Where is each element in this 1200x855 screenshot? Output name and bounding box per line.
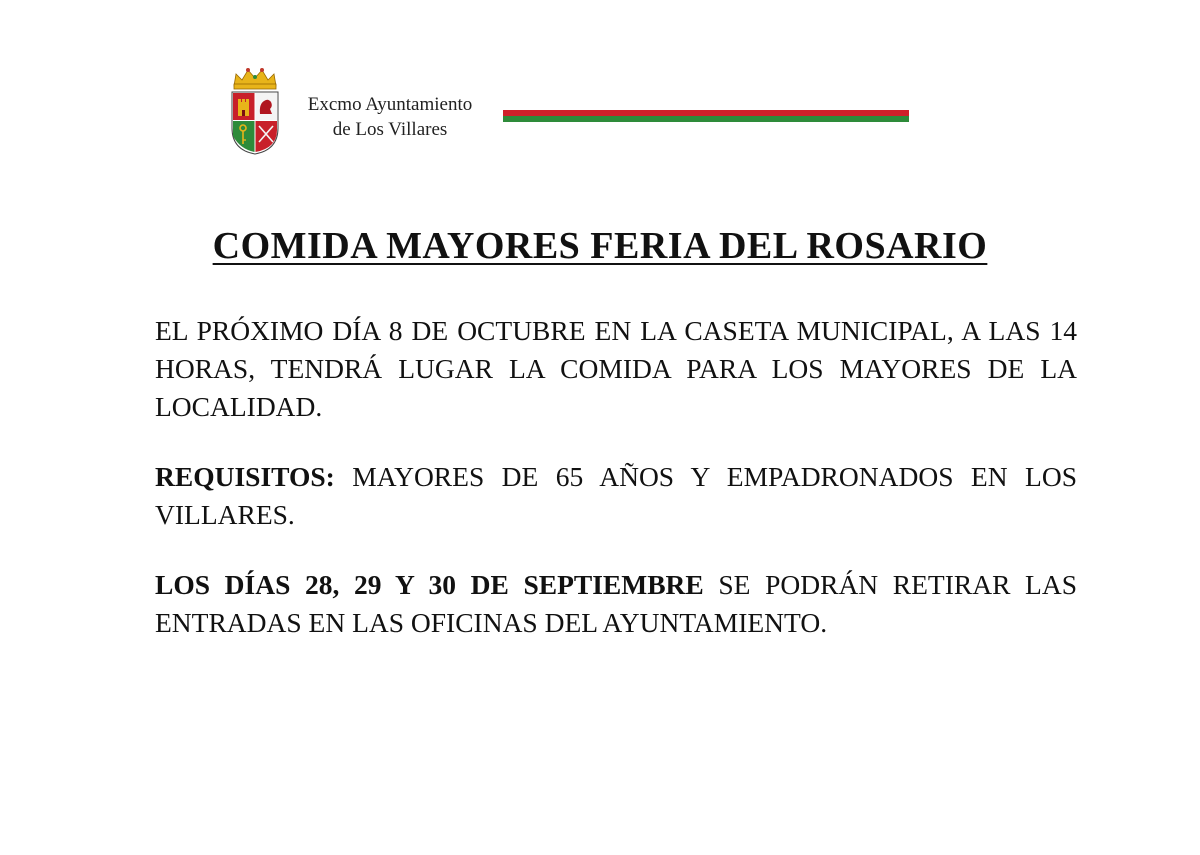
organization-name — [290, 92, 490, 142]
flag-stripes — [503, 110, 909, 122]
requirements-text: MAYORES DE 65 AÑOS Y EMPADRONADOS EN LOS VILLARES. — [155, 461, 1077, 530]
coat-of-arms-icon — [228, 64, 282, 156]
organization-name-line2: de Los Villares — [332, 119, 448, 140]
page-title-text: COMIDA MAYORES FERIA DEL ROSARIO — [212, 225, 988, 267]
tickets-dates: LOS DÍAS 28, 29 Y 30 DE SEPTIEMBRE — [155, 569, 704, 600]
tickets-text: SE PODRÁN RETIRAR LAS ENTRADAS EN LAS OFICINAS DEL AYUNTAMIENTO. — [155, 569, 1077, 638]
event-paragraph: EL PRÓXIMO DÍA 8 DE OCTUBRE EN LA CASETA MUNICIPAL, A LAS 14 HORAS, TENDRÁ LUGAR LA COMIDA PARA LOS MAYORES DE LA LOCALIDAD. — [155, 315, 1077, 422]
organization-name-line1: Excmo Ayuntamiento — [307, 94, 473, 115]
requirements-paragraph — [155, 458, 1077, 534]
requirements-label: REQUISITOS: — [155, 461, 335, 492]
notice-body — [155, 312, 1077, 674]
page-title — [0, 224, 1200, 268]
tickets-paragraph — [155, 566, 1077, 642]
green-stripe — [503, 116, 909, 122]
letterhead — [228, 62, 282, 158]
